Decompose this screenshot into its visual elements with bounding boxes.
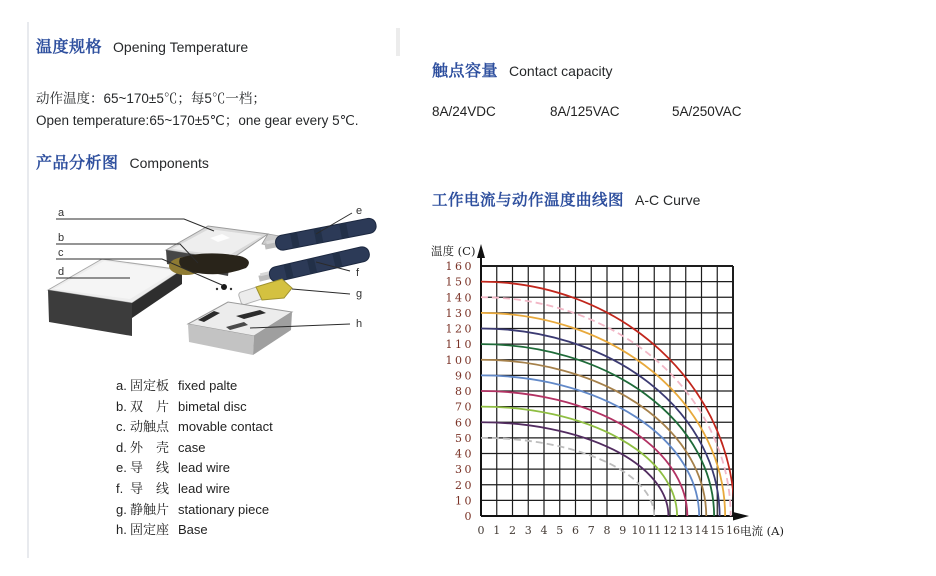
contact-capacity-heading bbox=[432, 58, 613, 81]
diagram-label-a: a bbox=[58, 207, 65, 219]
y-tick-label: 50 bbox=[455, 431, 474, 445]
lead-wire-f-part bbox=[257, 245, 370, 285]
x-tick-label: 8 bbox=[603, 524, 611, 537]
y-tick-label: 0 bbox=[464, 510, 474, 523]
x-tick-label: 2 bbox=[509, 524, 516, 537]
y-tick-label: 140 bbox=[445, 291, 474, 305]
y-tick-label: 80 bbox=[455, 385, 474, 398]
y-tick-label: 100 bbox=[445, 353, 474, 367]
x-tick-label: 7 bbox=[587, 524, 595, 537]
ac-curve-heading-en: A-C Curve bbox=[635, 192, 701, 208]
x-tick-label: 0 bbox=[477, 524, 485, 537]
y-tick-label: 70 bbox=[455, 400, 474, 414]
exploded-view-diagram bbox=[30, 198, 386, 374]
x-tick-label: 14 bbox=[694, 524, 709, 537]
y-tick-labels bbox=[446, 260, 475, 523]
x-tick-label: 3 bbox=[524, 524, 532, 537]
opening-temperature-heading bbox=[36, 34, 248, 57]
x-tick-label: 11 bbox=[647, 524, 662, 537]
component-legend-row: c. 动触点 movable contact bbox=[116, 419, 273, 435]
x-tick-label: 13 bbox=[678, 524, 693, 537]
diagram-label-c: c bbox=[58, 247, 64, 259]
x-tick-label: 4 bbox=[540, 524, 548, 537]
rating-250vac: 5A/250VAC bbox=[672, 104, 742, 119]
component-legend-row: d. 外 壳 case bbox=[116, 439, 206, 455]
x-tick-labels bbox=[478, 524, 741, 537]
diagram-label-h: h bbox=[356, 318, 363, 330]
ac-curve-heading-zh: 工作电流与动作温度曲线图 bbox=[432, 192, 625, 209]
component-legend bbox=[116, 376, 273, 541]
opening-temperature-line-en: Open temperature:65~170±5℃；one gear every 5℃. bbox=[36, 113, 359, 128]
y-tick-label: 10 bbox=[455, 494, 474, 508]
curve-90C bbox=[481, 375, 699, 516]
component-legend-row: h. 固定座 Base bbox=[116, 522, 208, 538]
movable-contact-part bbox=[216, 284, 232, 290]
y-tick-label: 90 bbox=[455, 369, 474, 383]
contact-capacity-heading-zh: 触点容量 bbox=[432, 63, 499, 80]
x-tick-label: 9 bbox=[619, 524, 627, 537]
x-axis-arrow-icon bbox=[733, 512, 749, 521]
component-legend-row: a. 固定板 fixed palte bbox=[116, 378, 238, 393]
x-tick-label: 12 bbox=[663, 524, 677, 537]
component-legend-row: b. 双 片 bimetal disc bbox=[116, 398, 247, 414]
base-part bbox=[188, 302, 292, 355]
y-tick-label: 160 bbox=[445, 260, 474, 273]
y-tick-label: 60 bbox=[455, 416, 474, 430]
y-tick-label: 130 bbox=[445, 306, 474, 320]
components-heading-zh: 产品分析图 bbox=[36, 155, 119, 172]
y-tick-label: 120 bbox=[445, 322, 474, 336]
components-heading-en: Components bbox=[129, 155, 209, 171]
x-axis-label: 电流 (A) bbox=[740, 524, 784, 538]
x-tick-label: 1 bbox=[493, 524, 501, 537]
contact-capacity-heading-en: Contact capacity bbox=[509, 63, 613, 79]
components-heading bbox=[36, 150, 209, 173]
curve-50C bbox=[481, 438, 654, 516]
rating-24vdc: 8A/24VDC bbox=[432, 104, 496, 119]
diagram-label-g: g bbox=[356, 288, 363, 300]
diagram-label-b: b bbox=[58, 232, 65, 244]
diagram-label-e: e bbox=[356, 205, 363, 217]
component-legend-row: f. 导 线 lead wire bbox=[116, 480, 231, 496]
ac-curve-heading bbox=[432, 188, 700, 210]
column-divider bbox=[396, 28, 400, 56]
x-tick-label: 6 bbox=[572, 524, 579, 537]
component-legend-row: g. 静触片 stationary piece bbox=[116, 501, 270, 517]
opening-temperature-heading-en: Opening Temperature bbox=[113, 39, 249, 55]
y-tick-label: 150 bbox=[445, 275, 474, 289]
curve-150C bbox=[481, 282, 735, 516]
y-tick-label: 30 bbox=[455, 463, 474, 477]
diagram-label-d: d bbox=[58, 266, 65, 278]
component-legend-row: e. 导 线 lead wire bbox=[116, 460, 231, 476]
y-tick-label: 40 bbox=[455, 447, 474, 461]
opening-temperature-line-zh: 动作温度：65~170±5℃；每5℃一档； bbox=[36, 91, 266, 106]
left-page-rule bbox=[27, 22, 29, 558]
y-axis-label: 温度 (C) bbox=[431, 244, 476, 258]
rating-125vac: 8A/125VAC bbox=[550, 104, 620, 119]
y-tick-label: 110 bbox=[445, 338, 474, 352]
ac-curve-chart bbox=[425, 238, 795, 550]
x-tick-label: 10 bbox=[631, 524, 646, 537]
stationary-piece-part bbox=[238, 279, 292, 305]
x-tick-label: 15 bbox=[710, 524, 725, 537]
y-tick-label: 20 bbox=[455, 478, 474, 492]
opening-temperature-heading-zh: 温度规格 bbox=[36, 39, 103, 56]
x-tick-label: 5 bbox=[556, 524, 564, 537]
y-axis-arrow-icon bbox=[477, 244, 485, 258]
x-tick-label: 16 bbox=[726, 524, 740, 537]
diagram-label-f: f bbox=[356, 267, 360, 279]
case-part bbox=[48, 259, 182, 336]
temperature-current-curves bbox=[481, 282, 735, 516]
